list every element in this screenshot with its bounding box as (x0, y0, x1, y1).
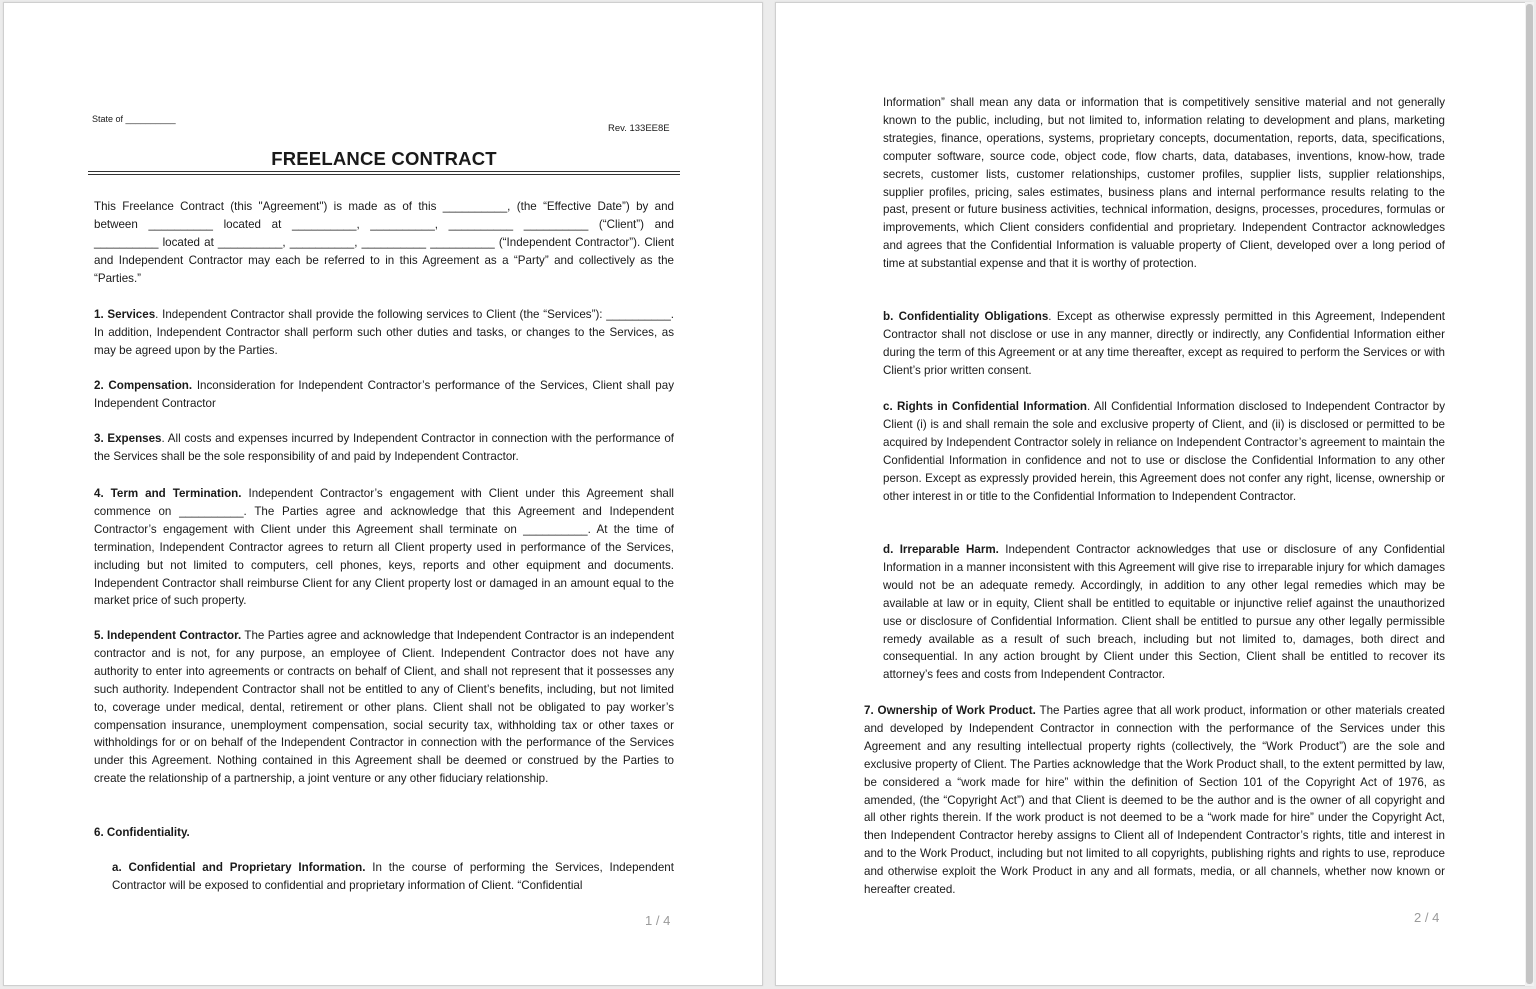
intro-paragraph: This Freelance Contract (this "Agreement") is made as of this __________, (the “Effective Date”) by and between __________ located at __________, __________, __________ __________ (“Client”) and __________ located at __________, __________, __________ __________ (“Independent Contractor”). Client and Independent Contractor may each be referred to in this Agreement as a “Party” and collectively as the “Parties.” (94, 200, 674, 285)
section-heading: 5. Independent Contractor. (94, 629, 242, 642)
section-heading: 6. Confidentiality. (94, 826, 190, 839)
subsection-rights-confidential-info: c. Rights in Confidential Information. All Confidential Information disclosed to Independent Contractor by Client (i) is and shall remain the sole and exclusive property of Client, and (ii) is disclosed or permitted to be acquired by Independent Contractor solely in reliance on Independent Contractor’s agreement to maintain the Confidential Information in confidence and not to use or disclose the Confidential Information to any other person. Except as expressly provided herein, this Agreement does not confer any right, license, ownership or other interest in or title to the Confidential Information to Independent Contractor. (883, 400, 1445, 503)
section-confidentiality (94, 824, 674, 842)
document-page-1 (3, 2, 763, 986)
revision-code: Rev. 133EE8E (608, 123, 670, 134)
subsection-confidential-info: a. Confidential and Proprietary Information. In the course of performing the Services, Independent Contractor will be exposed to confidential and proprietary information of Client. “Confidential (112, 861, 674, 892)
document-page-2 (775, 2, 1532, 986)
section-independent-contractor: 5. Independent Contractor. The Parties agree and acknowledge that Independent Contractor is an independent contractor and is not, for any purpose, an employee of Client. Independent Contractor does not have any authority to enter into agreements or contracts on behalf of Client, and shall not represent that it possesses any such authority. Independent Contractor shall not be entitled to any of Client’s benefits, including, but not limited to, coverage under medical, dental, retirement or other plans. Client shall not be obligated to pay worker’s compensation insurance, unemployment compensation, social security tax, withholding tax or other taxes or withholdings for or on behalf of the Independent Contractor in connection with the performance of the Services under this Agreement. Nothing contained in this Agreement shall be deemed or construed by the Parties to create the relationship of a partnership, a joint venture or any other fiduciary relationship. (94, 629, 674, 786)
subsection-confidentiality-obligations: b. Confidentiality Obligations. Except as otherwise expressly permitted in this Agreement, Independent Contractor shall not disclose or use in any manner, directly or indirectly, any Confidential Information either during the term of this Agreement or at any time thereafter, except as required to perform the Services or with Client’s prior written consent. (883, 310, 1445, 377)
section-compensation: 2. Compensation. Inconsideration for Independent Contractor’s performance of the Services, Client shall pay Independent Contractor (94, 379, 674, 410)
document-title: FREELANCE CONTRACT (271, 148, 497, 169)
subsection-heading: d. Irreparable Harm. (883, 543, 999, 556)
state-of-line: State of __________ (92, 114, 176, 124)
subsection-heading: b. Confidentiality Obligations (883, 310, 1049, 323)
section-expenses: 3. Expenses. All costs and expenses incurred by Independent Contractor in connection with the performance of the Services shall be the sole responsibility of and paid by Independent Contractor. (94, 432, 674, 463)
section-heading: 2. Compensation. (94, 379, 193, 392)
subsection-irreparable-harm: d. Irreparable Harm. Independent Contractor acknowledges that use or disclosure of any Confidential Information in a manner inconsistent with this Agreement will give rise to irreparable injury for which damages would not be an adequate remedy. Accordingly, in addition to any other legal remedies which may be available at law or in equity, Client shall be entitled to equitable or injunctive relief against the unauthorized use or disclosure of Confidential Information. Client shall be entitled to pursue any other legally permissible remedy available as a result of such breach, including but not limited to, damages, both direct and consequential. In any action brought by Client under this Section, Client shall be entitled to recover its attorney’s fees and costs from Independent Contractor. (883, 543, 1445, 682)
vertical-scrollbar[interactable] (1525, 2, 1534, 986)
subsection-confidential-info-cont: Information” shall mean any data or information that is competitively sensitive material and not generally known to the public, including, but not limited to, information relating to development and plans, marketing strategies, finance, operations, systems, proprietary concepts, documentation, reports, data, specifications, computer software, source code, object code, flow charts, data, databases, inventions, know-how, trade secrets, customer lists, customer relationships, customer profiles, supplier lists, supplier relationships, supplier profiles, pricing, sales estimates, business plans and internal performance results relating to the past, present or future business activities, technical information, designs, processes, procedures, formulas or improvements, which Client considers confidential and proprietary. Independent Contractor acknowledges and agrees that the Confidential Information is valuable property of Client, developed over a long period of time at substantial expense and that it is worthy of protection. (883, 96, 1445, 271)
subsection-heading: a. Confidential and Proprietary Information. (112, 861, 366, 874)
section-heading: 1. Services (94, 308, 156, 321)
section-heading: 3. Expenses (94, 432, 162, 445)
section-heading: 4. Term and Termination. (94, 487, 242, 500)
title-rule-double (88, 174, 680, 175)
section-term-termination: 4. Term and Termination. Independent Contractor’s engagement with Client under this Agreement shall commence on __________. The Parties agree and acknowledge that this Agreement and Independent Contractor’s engagement with Client under this Agreement shall terminate on __________. At the time of termination, Independent Contractor agrees to return all Client property used in performance of the Services, including but not limited to computers, cell phones, keys, reports and other equipment and documents. Independent Contractor shall reimburse Client for any Client property lost or damaged in an amount equal to the market price of such property. (94, 487, 674, 608)
subsection-heading: c. Rights in Confidential Information (883, 400, 1088, 413)
section-ownership-work-product: 7. Ownership of Work Product. The Parties agree that all work product, information or other materials created and developed by Independent Contractor in connection with the performance of the Services under this Agreement and any resulting intellectual property rights (collectively, the “Work Product”) are the sole and exclusive property of Client. The Parties acknowledge that the Work Product shall, to the extent permitted by law, be considered a “work made for hire” within the definition of Section 101 of the Copyright Act of 1976, as amended, (the “Copyright Act”) and that Client is deemed to be the author and is the owner of all copyright and all other rights therein. If the work product is not deemed to be a “work made for hire” under the Copyright Act, then Independent Contractor hereby assigns to Client all of Independent Contractor’s rights, title and interest in and to the Work Product, including but not limited to all copyrights, publishing rights and rights to use, reproduce and otherwise exploit the Work Product in any and all formats, media, or all channels, whether now known or hereafter created. (864, 704, 1445, 897)
page-number: 2 / 4 (1414, 910, 1440, 925)
scrollbar-thumb[interactable] (1526, 4, 1533, 984)
section-services: 1. Services. Independent Contractor shall provide the following services to Client (the “Services”): __________. In addition, Independent Contractor shall perform such other duties and tasks, or changes to the Services, as may be agreed upon by the Parties. (94, 308, 674, 357)
title-rule (88, 171, 680, 172)
section-heading: 7. Ownership of Work Product. (864, 704, 1036, 717)
page-number: 1 / 4 (645, 913, 671, 928)
